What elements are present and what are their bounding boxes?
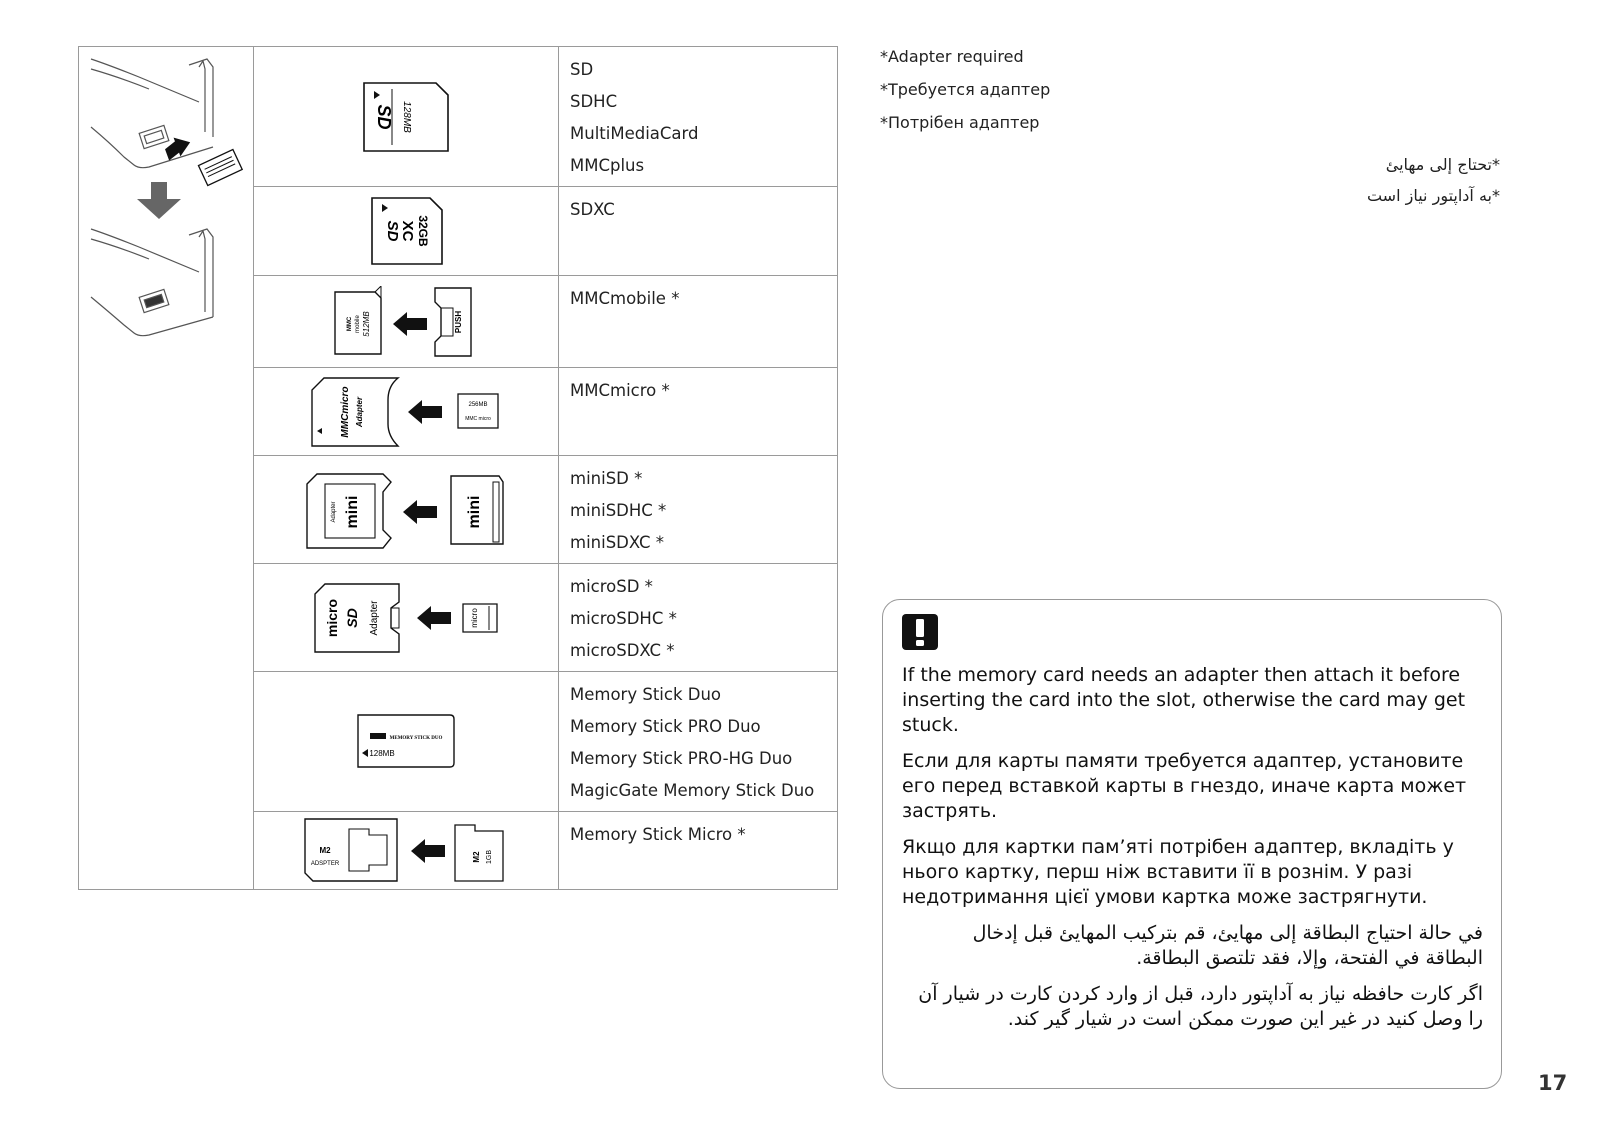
card-name: MMCplus — [570, 156, 645, 175]
svg-text:32GB: 32GB — [416, 215, 430, 247]
svg-text:512MB: 512MB — [362, 310, 371, 337]
memory-stick-micro-image-cell — [254, 812, 559, 890]
card-names-cell — [559, 276, 838, 368]
caution-box — [882, 599, 1502, 1089]
left-arrow-icon — [417, 606, 451, 630]
caution-text-ru: Если для карты памяти требуется адаптер, установите его перед вставкой карты в гнездо, иначе карта может застрять. — [902, 750, 1467, 822]
svg-text:ADSPTER: ADSPTER — [310, 860, 340, 867]
svg-text:XC: XC — [399, 220, 416, 242]
minisd-image-cell — [254, 456, 559, 564]
card-name: Memory Stick PRO Duo — [570, 717, 761, 736]
card-name: MMCmobile * — [570, 289, 680, 308]
svg-text:MMCmicro: MMCmicro — [340, 385, 351, 438]
memory-card-table — [78, 46, 838, 890]
card-name: Memory Stick Duo — [570, 685, 722, 704]
svg-text:MEMORY STICK DUO: MEMORY STICK DUO — [389, 735, 443, 741]
sdxc-card-image-cell — [254, 187, 559, 276]
svg-text:128MB: 128MB — [401, 100, 412, 133]
svg-text:SD: SD — [384, 220, 401, 242]
card-name: SD — [570, 60, 594, 79]
memory-stick-duo-icon — [356, 713, 456, 771]
svg-text:M2: M2 — [319, 845, 331, 855]
svg-text:MMC: MMC — [347, 316, 353, 331]
card-name: miniSD * — [570, 469, 643, 488]
card-name: MagicGate Memory Stick Duo — [570, 781, 815, 800]
card-name: MultiMediaCard — [570, 124, 699, 143]
card-name: Memory Stick Micro * — [570, 825, 746, 844]
svg-text:micro: micro — [470, 607, 479, 628]
caution-text-ar: في حالة احتياج البطاقة إلى مهايئ، قم بتركيب المهايئ قبل إدخال البطاقة في الفتحة، وإلا، فقد تلتصق البطاقة. — [972, 922, 1483, 969]
card-name: SDHC — [570, 92, 618, 111]
card-name: MMCmicro * — [570, 381, 670, 400]
exclamation-icon — [902, 614, 938, 650]
memory-stick-duo-image-cell — [254, 672, 559, 812]
microsd-card-icon — [311, 582, 501, 654]
sd-card-icon — [358, 81, 454, 153]
svg-text:mobile: mobile — [355, 314, 361, 333]
svg-text:Adapter: Adapter — [355, 396, 364, 427]
svg-text:1GB: 1GB — [486, 849, 493, 864]
caution-text-en: If the memory card needs an adapter then attach it before inserting the card into the slot, otherwise the card may get stuck. — [902, 664, 1466, 736]
card-names-cell — [559, 368, 838, 456]
svg-text:MMC micro: MMC micro — [465, 415, 491, 422]
svg-text:SD: SD — [344, 607, 360, 628]
caution-text-uk: Якщо для картки пам’яті потрібен адаптер, вкладіть у нього картку, перш ніж вставити її в рознім. У разі недотримання цієї умови картка може застрягнути. — [902, 836, 1454, 908]
svg-text:Adapter: Adapter — [331, 500, 337, 523]
left-arrow-icon — [393, 312, 427, 336]
memory-stick-micro-icon — [303, 817, 509, 885]
svg-text:SD: SD — [374, 103, 394, 130]
svg-text:Adapter: Adapter — [369, 599, 380, 636]
card-names-cell — [559, 672, 838, 812]
mmcmobile-card-icon — [331, 286, 481, 358]
mmcmobile-image-cell — [254, 276, 559, 368]
svg-text:PUSH: PUSH — [454, 310, 463, 333]
note-fa: *به آداپتور نیاز است — [1366, 186, 1500, 205]
mmcmicro-card-icon — [308, 376, 504, 448]
left-arrow-icon — [411, 839, 445, 863]
card-names-cell — [559, 187, 838, 276]
svg-text:mini: mini — [466, 495, 483, 528]
card-names-cell — [559, 812, 838, 890]
card-name: microSDXC * — [570, 641, 675, 660]
mmcmicro-image-cell — [254, 368, 559, 456]
down-arrow-icon — [137, 182, 181, 219]
caution-text-fa: اگر کارت حافظه نیاز به آداپتور دارد، قبل از وارد کردن کارت در شیار آن را وصل کنید در غیر این صورت ممکن است در شیار گیر کند. — [918, 983, 1483, 1030]
svg-text:micro: micro — [324, 598, 340, 637]
card-name: Memory Stick PRO-HG Duo — [570, 749, 793, 768]
printer-slot-illustration — [79, 47, 254, 890]
card-name: miniSDXC * — [570, 533, 664, 552]
svg-text:256MB: 256MB — [468, 401, 488, 408]
left-arrow-icon — [408, 400, 442, 424]
card-name: SDXC — [570, 200, 615, 219]
note-ar: *تحتاج إلى مهايئ — [1385, 155, 1500, 174]
card-name: miniSDHC * — [570, 501, 667, 520]
card-names-cell — [559, 564, 838, 672]
svg-text:128MB: 128MB — [369, 748, 395, 758]
card-names-cell — [559, 456, 838, 564]
svg-text:mini: mini — [344, 495, 361, 528]
svg-text:M2: M2 — [472, 850, 481, 863]
page-number: 17 — [1538, 1071, 1568, 1095]
minisd-card-icon — [303, 470, 509, 550]
card-name: microSDHC * — [570, 609, 677, 628]
card-name: microSD * — [570, 577, 653, 596]
note-ru: *Требуется адаптер — [880, 80, 1051, 99]
sd-card-image-cell — [254, 47, 559, 187]
note-uk: *Потрібен адаптер — [880, 113, 1040, 132]
adapter-notes — [880, 40, 1510, 211]
table-row — [79, 47, 838, 187]
note-en: *Adapter required — [880, 47, 1024, 66]
card-names-cell — [559, 47, 838, 187]
insert-card-illustration — [79, 47, 254, 347]
sdxc-card-icon — [366, 196, 446, 266]
left-arrow-icon — [403, 500, 437, 524]
microsd-image-cell — [254, 564, 559, 672]
